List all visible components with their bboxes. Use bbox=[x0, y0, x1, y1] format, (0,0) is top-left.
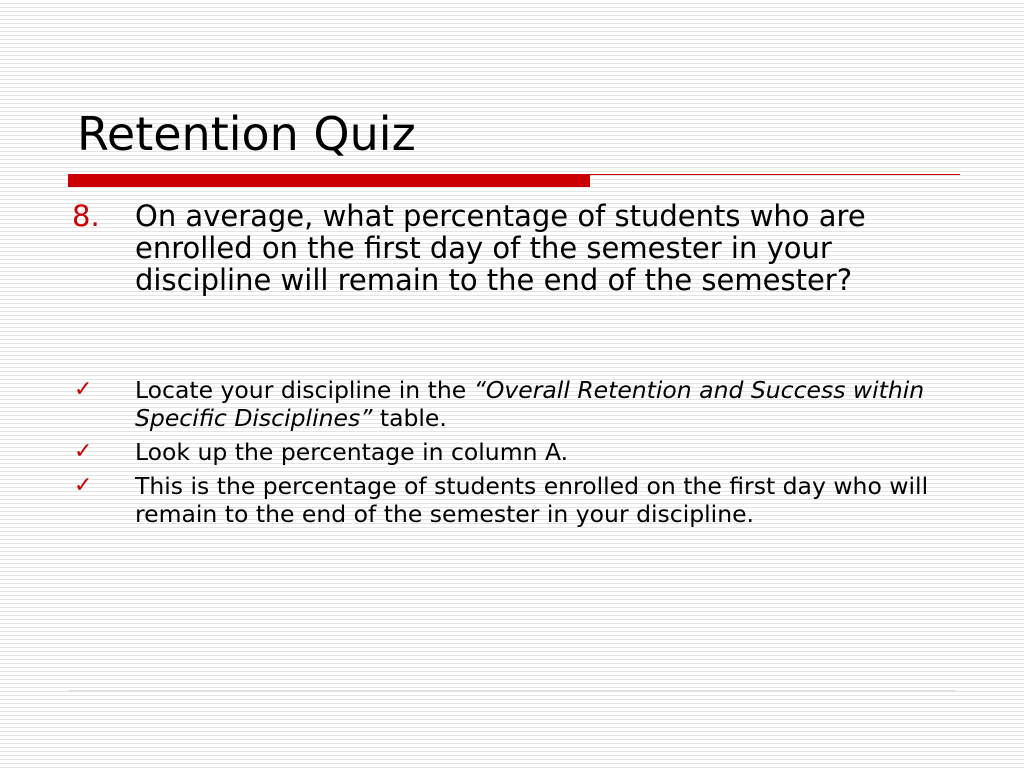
instruction-item bbox=[72, 438, 952, 466]
title-underline bbox=[68, 174, 960, 188]
instruction-list bbox=[72, 376, 952, 534]
question-number: 8. bbox=[72, 199, 100, 233]
instruction-item bbox=[72, 472, 952, 528]
instruction-text-before: Locate your discipline in the bbox=[135, 376, 474, 404]
footer-divider bbox=[68, 690, 956, 691]
instruction-text: Look up the percentage in column A. bbox=[135, 438, 569, 466]
slide-title: Retention Quiz bbox=[77, 107, 416, 161]
checkmark-icon: ✓ bbox=[74, 439, 93, 464]
instruction-table-name: “Overall Retention and Success within Specific Disciplines” bbox=[135, 376, 925, 432]
checkmark-icon: ✓ bbox=[74, 377, 93, 402]
title-underline-red-bar bbox=[68, 174, 590, 187]
checkmark-icon: ✓ bbox=[74, 473, 93, 498]
question-text: On average, what percentage of students who are enrolled on the first day of the semester in your discipline will remain to the end of the semester? bbox=[135, 199, 866, 297]
title-underline-red-line bbox=[590, 174, 960, 175]
instruction-text-after: table. bbox=[372, 404, 447, 432]
instruction-text: This is the percentage of students enrolled on the first day who will remain to the end of the semester in your discipline. bbox=[135, 472, 929, 528]
instruction-item bbox=[72, 376, 952, 432]
quiz-question bbox=[72, 200, 952, 296]
